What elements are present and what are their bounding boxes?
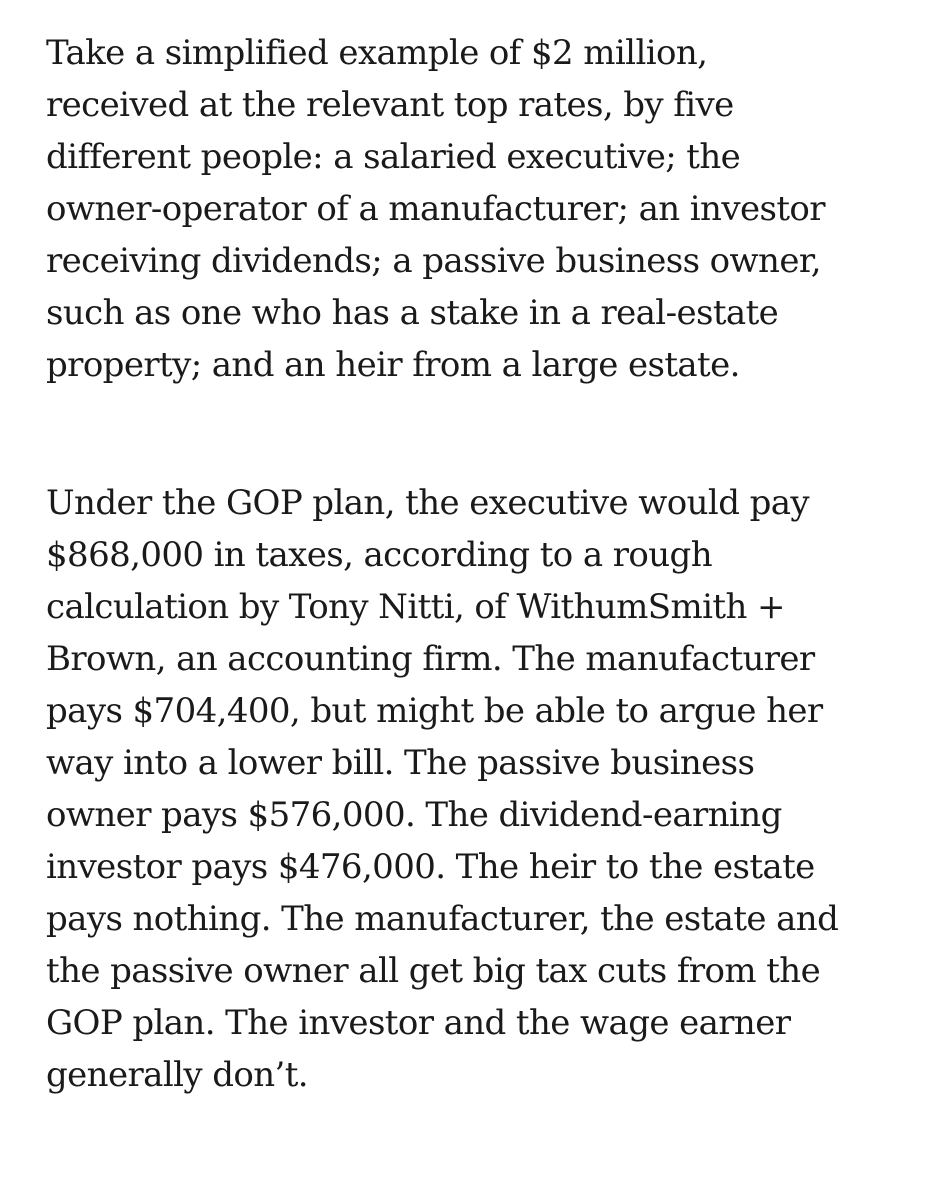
text-line: the passive owner all get big tax cuts from the	[46, 951, 821, 991]
article-paragraph	[46, 477, 838, 1101]
text-line: pays $704,400, but might be able to argue her	[46, 691, 823, 731]
text-line: different people: a salaried executive; the	[46, 137, 741, 177]
text-line: owner pays $576,000. The dividend-earning	[46, 795, 782, 835]
text-line: Take a simplified example of $2 million,	[46, 33, 708, 73]
text-line: way into a lower bill. The passive business	[46, 743, 755, 783]
text-line: received at the relevant top rates, by five	[46, 85, 734, 125]
text-line: receiving dividends; a passive business owner,	[46, 241, 821, 281]
text-line: investor pays $476,000. The heir to the estate	[46, 847, 815, 887]
text-line: GOP plan. The investor and the wage earner	[46, 1003, 791, 1043]
text-line: $868,000 in taxes, according to a rough	[46, 535, 712, 575]
text-line: calculation by Tony Nitti, of WithumSmith +	[46, 587, 785, 627]
text-line: Brown, an accounting firm. The manufacturer	[46, 639, 815, 679]
text-line: generally don’t.	[46, 1055, 309, 1095]
text-line: pays nothing. The manufacturer, the estate and	[46, 899, 839, 939]
text-line: such as one who has a stake in a real-estate	[46, 293, 779, 333]
text-line: property; and an heir from a large estate.	[46, 345, 740, 385]
article-paragraph	[46, 27, 825, 391]
text-line: Under the GOP plan, the executive would pay	[46, 483, 810, 523]
text-line: owner-operator of a manufacturer; an investor	[46, 189, 825, 229]
